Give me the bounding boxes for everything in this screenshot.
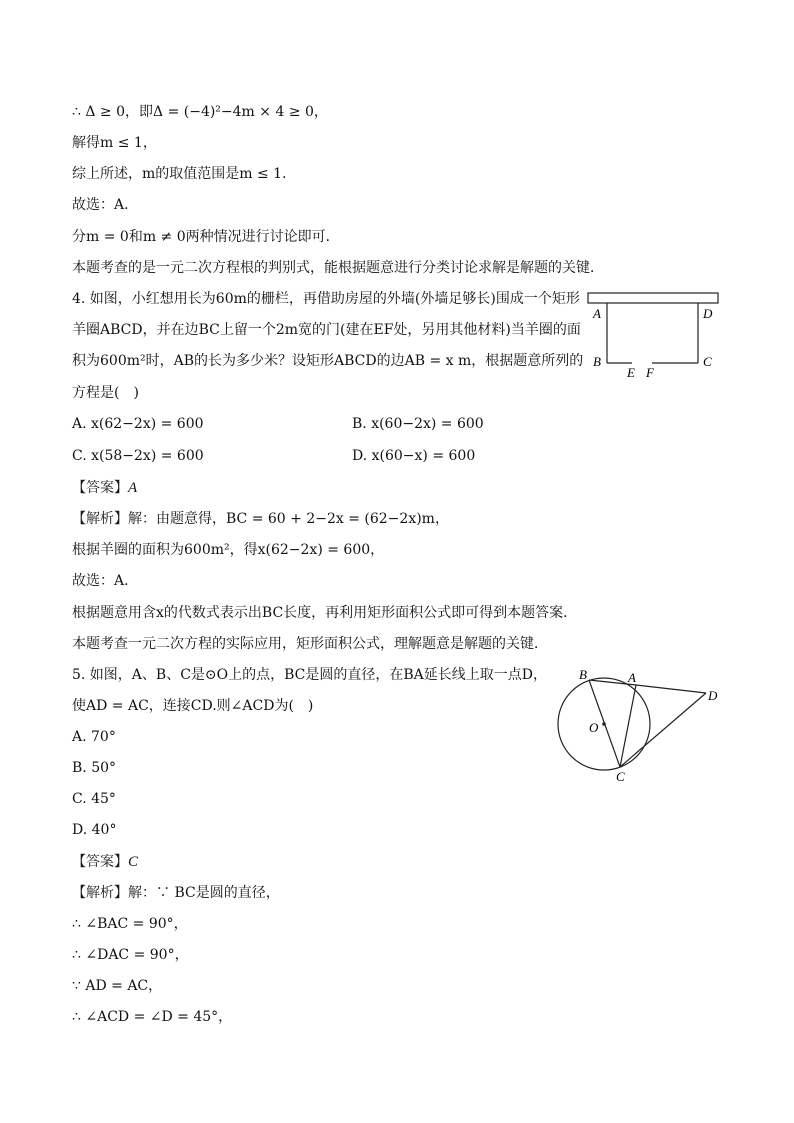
q5-circle-figure [548,662,728,787]
answer-tag: 【答案】 [72,854,128,870]
label-c: C [616,769,625,784]
solution-line-summary: 综上所述，m的取值范围是m ≤ 1． [72,166,297,182]
label-o: O [589,720,599,735]
line-ad [636,685,706,693]
q4-stem-line-1: 4. 如图，小红想用长为60m的栅栏，再借助房屋的外墙(外墙足够长)围成一个矩形 [72,291,580,307]
q5-answer [72,853,138,871]
q4-option-c: C. x(58−2x) = 600 [72,448,204,464]
line-cd [620,693,706,767]
label-a: A [628,670,636,685]
q4-option-d: D. x(60−x) = 600 [352,448,476,464]
q4-option-b: B. x(60−2x) = 600 [352,416,484,432]
q5-analysis-4: ∵ AD = AC， [72,978,163,994]
answer-tag: 【答案】 [72,480,128,496]
label-f: F [646,365,654,380]
solution-line-hint: 分m = 0和m ≠ 0两种情况进行讨论即可． [72,229,340,245]
q5-option-a: A. 70° [72,729,116,745]
q4-analysis-3: 故选：A． [72,573,139,589]
label-d: D [703,306,713,321]
answer-value: A [128,480,138,496]
label-e: E [627,365,635,380]
q5-analysis-5: ∴ ∠ACD = ∠D = 45°， [72,1009,233,1025]
solution-line-solve: 解得m ≤ 1， [72,135,157,151]
q4-answer [72,479,137,497]
q4-stem-line-2: 羊圈ABCD，并在边BC上留一个2m宽的门(建在EF处，另用其他材料)当羊圈的面 [72,322,581,338]
q4-analysis-1 [72,510,449,528]
solution-line-review: 本题考查的是一元二次方程根的判别式，能根据题意进行分类讨论求解是解题的关键． [72,260,604,276]
q5-option-c: C. 45° [72,791,116,807]
label-d: D [708,688,718,703]
q4-option-a: A. x(62−2x) = 600 [72,416,204,432]
q4-analysis-5: 本题考查一元二次方程的实际应用，矩形面积公式，理解题意是解题的关键． [72,636,548,652]
q4-analysis-2: 根据羊圈的面积为600m²，得x(62−2x) = 600， [72,542,385,558]
label-c: C [703,354,712,369]
q4-stem-line-3: 积为600m²时，AB的长为多少米？设矩形ABCD的边AB = x m，根据题意所列的 [72,353,584,369]
q5-analysis-1 [72,884,280,902]
q4-analysis-4: 根据题意用含x的代数式表示出BC长度，再利用矩形面积公式即可得到本题答案． [72,605,578,621]
q5-option-d: D. 40° [72,822,117,838]
analysis-text: 解：由题意得，BC = 60 + 2−2x = (62−2x)m， [128,511,449,527]
analysis-text: 解：∵ BC是圆的直径， [128,885,280,901]
q5-analysis-3: ∴ ∠DAC = 90°， [72,947,189,963]
solution-line-choice: 故选：A． [72,197,139,213]
label-a: A [593,306,601,321]
q5-stem-line-2: 使AD = AC，连接CD.则∠ACD为( ) [72,698,314,714]
label-b: B [579,667,587,682]
analysis-tag: 【解析】 [72,511,128,527]
analysis-tag: 【解析】 [72,885,128,901]
house-wall [588,293,718,303]
answer-value: C [128,854,139,870]
q4-stem-line-4: 方程是( ) [72,385,139,401]
solution-line-delta: ∴ Δ ≥ 0，即Δ = (−4)²−4m × 4 ≥ 0， [72,104,328,120]
q4-pen-figure [580,288,730,383]
label-b: B [593,354,601,369]
q5-analysis-2: ∴ ∠BAC = 90°， [72,916,188,932]
q5-stem-line-1: 5. 如图，A、B、C是⊙O上的点，BC是圆的直径，在BA延长线上取一点D， [72,667,548,683]
q5-option-b: B. 50° [72,760,117,776]
